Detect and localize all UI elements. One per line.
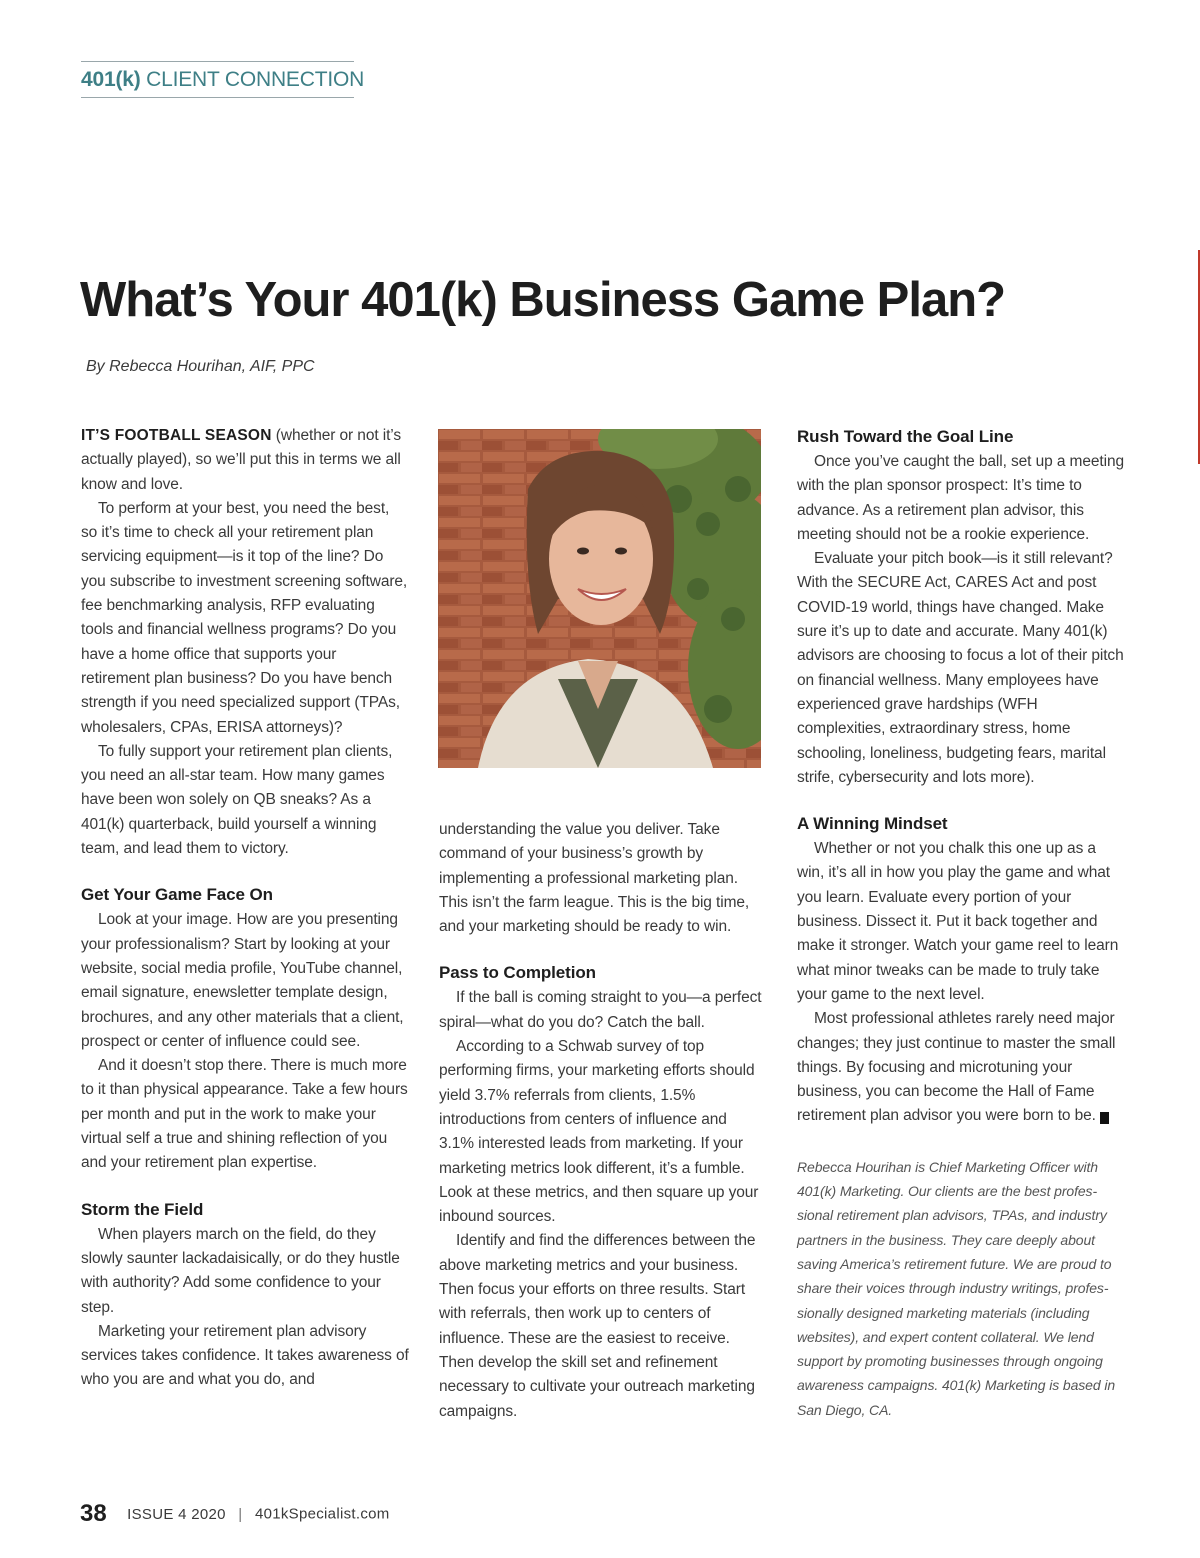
author-bio: Rebecca Hourihan is Chief Marketing Officer with 401(k) Marketing. Our clients are the best professional retirement plan advisors, TPAs, and industry partners in the business. They care deeply about saving America’s retirement future. We are proud to share their voices through industry writings, professionally designed marketing materials (including websites), and expert content collateral. We lend support by promoting businesses through ongoing awareness campaigns. 401(k) Marketing is based in San Diego, CA.: [797, 1158, 1116, 1418]
end-of-article-icon: K: [1100, 1112, 1109, 1124]
subheading-rush-goal-line: Rush Toward the Goal Line: [797, 427, 1014, 446]
section-header-bold: 401(k): [81, 68, 141, 91]
paragraph: And it doesn’t stop there. There is much more to it than physical appearance. Take a few hours per month and put in the work to make your virtual self a true and shining reflection of you and your retirement plan expertise.: [81, 1057, 408, 1172]
article-column-1: [81, 424, 409, 1393]
paragraph: To fully support your retirement plan clients, you need an all-star team. How many games have been won solely on QB sneaks? As a 401(k) quarterback, build yourself a winning team, and lead them to victory.: [81, 742, 393, 858]
subheading-winning-mindset: A Winning Mindset: [797, 814, 948, 834]
paragraph: understanding the value you deliver. Take command of your business’s growth by implementing a professional marketing plan. This isn’t the farm league. This is the big time, and your marketing should be ready to win.: [439, 821, 750, 936]
closing-paragraph-text: Most professional athletes rarely need major changes; they just continue to master the small things. By focusing and microtuning your business, you can become the Hall of Fame retirement plan advisor you were born to be.: [797, 1010, 1116, 1125]
article-column-3: [797, 424, 1125, 1422]
subheading-game-face: Get Your Game Face On: [81, 885, 273, 905]
paragraph: Evaluate your pitch book—is it still relevant? With the SECURE Act, CARES Act and post COVID-19 world, things have changed. Make sure it’s up to date and accurate. Many 401(k) advisors are choosing to focus a lot of their pitch on financial wellness. Many employees have experienced grave hardships (WFH complexities, extraordinary stress, home schooling, loneliness, budgeting fears, marital strife, cybersecurity and lots more).: [797, 550, 1124, 786]
page-number: 38: [80, 1500, 107, 1527]
paragraph: [797, 1007, 1125, 1128]
paragraph: Look at your image. How are you presenting your professionalism? Start by looking at your website, social media profile, YouTube channel, email signature, enewsletter template design, brochures, and any other materials that a client, prospect or center of influence could see.: [81, 911, 404, 1050]
paragraph: If the ball is coming straight to you—a perfect spiral—what do you do? Catch the ball.: [439, 989, 762, 1031]
paragraph: Marketing your retirement plan advisory services takes confidence. It takes awareness of who you are and what you do, and: [81, 1322, 409, 1389]
section-header-text: CLIENT CONNECTION: [140, 68, 365, 91]
lead-paragraph-text: (whether or not it’s actually played), so we’ll put this in terms we all know and love.: [81, 427, 402, 493]
paragraph: According to a Schwab survey of top performing firms, your marketing efforts should yield 3.7% referrals from clients, 1.5% introductions from centers of influence and 3.1% interested leads from marketing. If your marketing metrics look different, it’s a fumble. Look at these metrics, and then square up your inbound sources.: [439, 1038, 759, 1226]
lead-in: IT’S FOOTBALL SEASON: [81, 427, 272, 444]
subheading-storm-field: Storm the Field: [81, 1199, 204, 1219]
article-column-2: [439, 818, 765, 1424]
paragraph: Once you’ve caught the ball, set up a meeting with the plan sponsor prospect: It’s time to advance. As a retirement plan advisor, this meeting should not be a rookie experience.: [797, 453, 1125, 543]
section-header: [81, 61, 365, 98]
subheading-pass-completion: Pass to Completion: [439, 963, 596, 983]
paragraph: [81, 424, 409, 497]
website-link[interactable]: 401kSpecialist.com: [254, 1505, 390, 1523]
paragraph: To perform at your best, you need the best, so it’s time to check all your retirement plan servicing equipment—is it top of the line? Do you subscribe to investment screening software, fee benchmarking analysis, RFP evaluating tools and financial wellness programs? Do you have a home office that supports your retirement plan business? Do you have bench strength if you need specialized support (TPAs, wholesalers, CPAs, ERISA attorneys)?: [81, 499, 408, 736]
paragraph: When players march on the field, do they slowly saunter lackadaisically, or do they hustle with authority? Add some confidence to your step.: [81, 1225, 400, 1316]
paragraph: Whether or not you chalk this one up as a win, it’s all in how you play the game and what you learn. Evaluate every portion of your business. Dissect it. Put it back together and make it stronger. Watch your game reel to learn what minor tweaks can be made to truly take your game to the next level.: [797, 840, 1119, 1003]
page-footer: [80, 1500, 390, 1528]
article-title: What’s Your 401(k) Business Game Plan?: [80, 273, 1006, 327]
issue-label: ISSUE 4 2020: [127, 1505, 226, 1523]
author-photo: [438, 429, 761, 768]
article-byline: By Rebecca Hourihan, AIF, PPC: [86, 358, 315, 375]
paragraph: Identify and find the differences between the above marketing metrics and your business. Then focus your efforts on three results. Start with referrals, then work up to centers of influence. These are the easiest to receive. Then develop the skill set and refinement necessary to cultivate your outreach marketing campaigns.: [439, 1232, 756, 1420]
footer-separator: |: [238, 1505, 243, 1523]
